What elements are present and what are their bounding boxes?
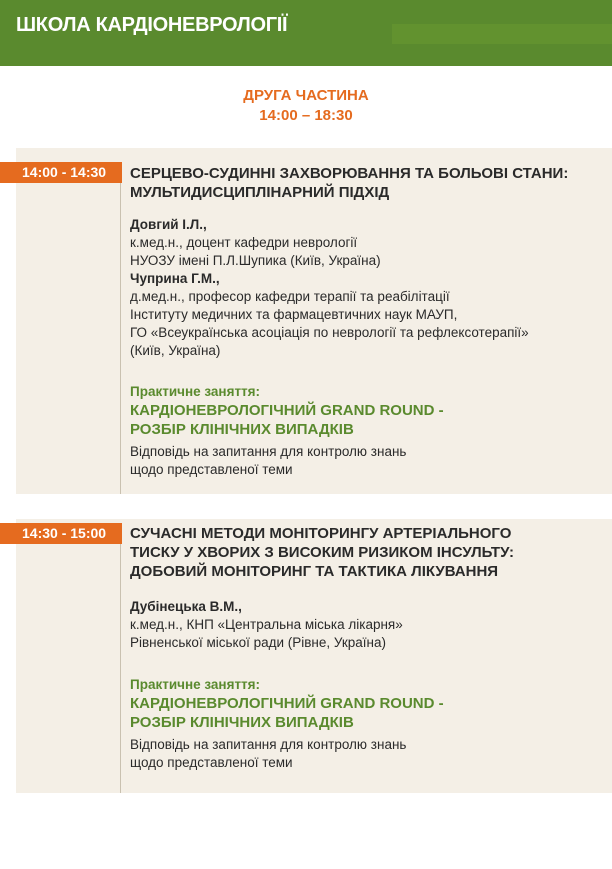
practice-title-line: РОЗБІР КЛІНІЧНИХ ВИПАДКІВ <box>130 714 354 731</box>
section-time-range: 14:00 – 18:30 <box>259 107 353 124</box>
speaker-detail: д.мед.н., професор кафедри терапії та реабілітації <box>130 289 450 304</box>
practice-block <box>130 383 600 479</box>
speaker-name: Дубінецька В.М., <box>130 599 242 614</box>
speakers-list <box>130 598 600 652</box>
page-title: ШКОЛА КАРДІОНЕВРОЛОГІЇ <box>16 14 288 36</box>
session-title-line: МУЛЬТИДИСЦИПЛІНАРНИЙ ПІДХІД <box>130 184 390 201</box>
speaker-detail: к.мед.н., КНП «Центральна міська лікарня» <box>130 617 403 632</box>
speakers-list <box>130 216 600 360</box>
speaker-detail: ГО «Всеукраїнська асоціація по неврології та рефлексотерапії» <box>130 325 529 340</box>
speaker-detail: Рівненської міської ради (Рівне, Україна) <box>130 635 386 650</box>
practice-title-line: КАРДІОНЕВРОЛОГІЧНИЙ GRAND ROUND - <box>130 695 444 712</box>
qa-text: щодо представленої теми <box>130 755 293 770</box>
speaker-name: Чуприна Г.М., <box>130 271 220 286</box>
divider-line <box>120 166 121 494</box>
speaker-name: Довгий І.Л., <box>130 217 207 232</box>
practice-title-line: РОЗБІР КЛІНІЧНИХ ВИПАДКІВ <box>130 421 354 438</box>
session-title <box>130 524 600 581</box>
session-title <box>130 164 600 202</box>
qa-text: Відповідь на запитання для контролю знань <box>130 444 407 459</box>
header-accent-band <box>392 24 612 44</box>
speaker-detail: НУОЗУ імені П.Л.Шупика (Київ, Україна) <box>130 253 381 268</box>
practice-block <box>130 676 600 772</box>
session-time-badge: 14:00 - 14:30 <box>0 162 122 183</box>
session-title-line: СУЧАСНІ МЕТОДИ МОНІТОРИНГУ АРТЕРІАЛЬНОГО <box>130 525 512 542</box>
practice-label: Практичне заняття: <box>130 384 261 399</box>
qa-text: щодо представленої теми <box>130 462 293 477</box>
speaker-detail: Інституту медичних та фармацевтичних наук МАУП, <box>130 307 458 322</box>
session-title-line: ТИСКУ У ХВОРИХ З ВИСОКИМ РИЗИКОМ ІНСУЛЬТУ: <box>130 544 515 561</box>
session-time-badge: 14:30 - 15:00 <box>0 523 122 544</box>
qa-text: Відповідь на запитання для контролю знань <box>130 737 407 752</box>
header-bar <box>0 0 612 66</box>
section-part-label: ДРУГА ЧАСТИНА <box>243 87 369 104</box>
divider-line <box>120 537 121 793</box>
practice-title-line: КАРДІОНЕВРОЛОГІЧНИЙ GRAND ROUND - <box>130 402 444 419</box>
speaker-detail: к.мед.н., доцент кафедри неврології <box>130 235 358 250</box>
session-title-line: ДОБОВИЙ МОНІТОРИНГ ТА ТАКТИКА ЛІКУВАННЯ <box>130 563 499 580</box>
speaker-detail: (Київ, Україна) <box>130 343 221 358</box>
session-title-line: СЕРЦЕВО-СУДИННІ ЗАХВОРЮВАННЯ ТА БОЛЬОВІ СТАНИ: <box>130 165 569 182</box>
practice-label: Практичне заняття: <box>130 677 261 692</box>
